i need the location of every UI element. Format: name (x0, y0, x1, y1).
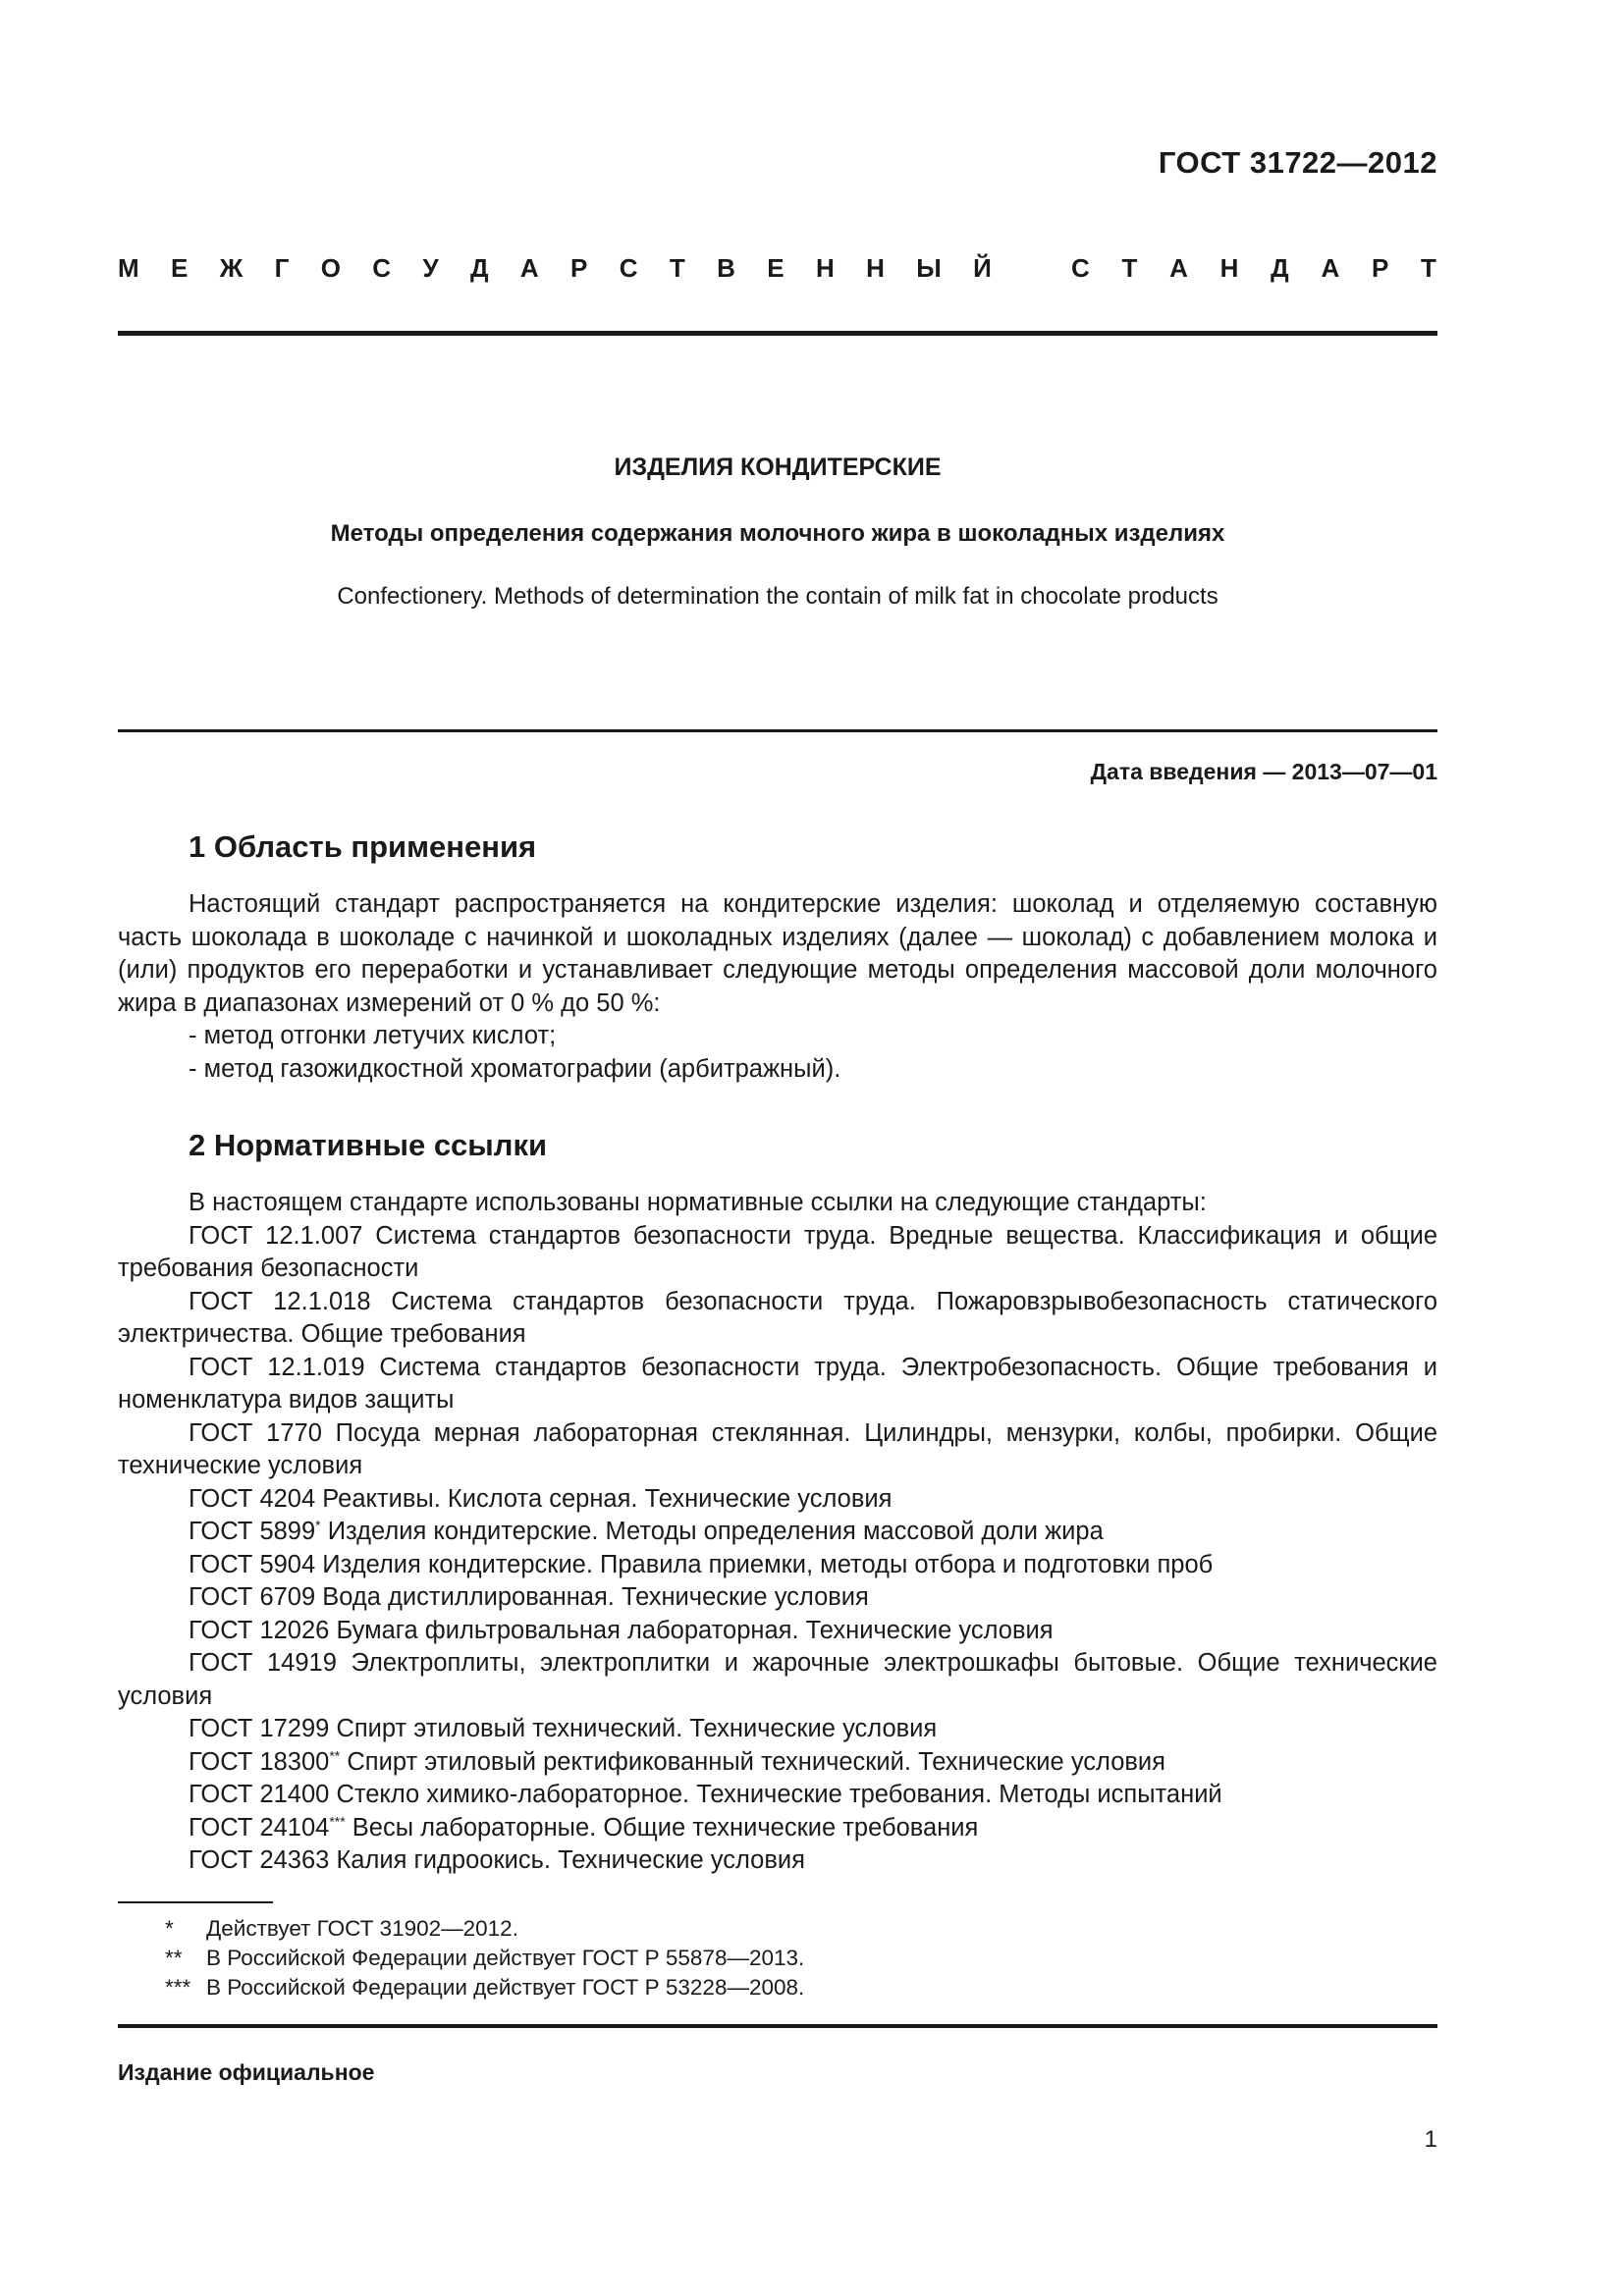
normative-reference (118, 1746, 1437, 1780)
banner-letter: Ж (219, 253, 244, 283)
normative-reference (118, 1286, 1437, 1352)
reference-title: Спирт этиловый ректификованный технический. Технические условия (340, 1747, 1165, 1776)
normative-reference (118, 1779, 1437, 1812)
reference-title: Калия гидроокись. Технические условия (329, 1846, 805, 1874)
reference-code: ГОСТ 21400 (189, 1781, 330, 1808)
normative-reference (118, 1483, 1437, 1517)
reference-title: Система стандартов безопасности труда. Вредные вещества. Классификация и общие требования безопасности (118, 1221, 1438, 1282)
normative-reference (118, 1516, 1437, 1549)
banner-letter: А (1169, 253, 1188, 283)
footnote-mark: *** (165, 1975, 191, 2000)
footnote-marker: *** (329, 1813, 346, 1829)
normative-reference (118, 1812, 1437, 1845)
reference-code: ГОСТ 12.1.018 (189, 1287, 371, 1315)
reference-code: ГОСТ 1770 (189, 1418, 322, 1447)
banner-letter: Г (274, 253, 290, 283)
section-1-body (118, 888, 1437, 1086)
banner-letter: М (118, 253, 139, 283)
banner-letter: О (320, 253, 341, 283)
footnote-mark: ** (165, 1946, 183, 1970)
section-2-body (118, 1187, 1437, 1878)
reference-title: Спирт этиловый технический. Технические условия (329, 1715, 938, 1742)
footnote-marker: ** (329, 1747, 341, 1763)
banner-letter: Н (1219, 253, 1239, 283)
document-title-english: Confectionery. Methods of determination the contain of milk fat in chocolate products (337, 583, 1218, 610)
reference-code: ГОСТ 12.1.007 (189, 1221, 363, 1250)
normative-reference (118, 1417, 1437, 1483)
official-edition-label: Издание официальное (118, 2059, 375, 2085)
reference-title: Вода дистиллированная. Технические условия (315, 1583, 869, 1611)
banner-letter: Д (469, 253, 489, 283)
reference-title: Изделия кондитерские. Методы определения массовой доли жира (320, 1518, 1104, 1545)
normative-reference (118, 1615, 1437, 1648)
page-number: 1 (1424, 2126, 1437, 2153)
reference-code: ГОСТ 4204 (189, 1484, 316, 1513)
banner-letter: Р (570, 253, 588, 283)
document-title: ИЗДЕЛИЯ КОНДИТЕРСКИЕ (614, 454, 942, 481)
normative-reference (118, 1581, 1437, 1615)
reference-title: Электроплиты, электроплитки и жарочные электрошкафы бытовые. Общие технические условия (118, 1649, 1437, 1710)
method-item: - метод газожидкостной хроматографии (арбитражный). (189, 1054, 841, 1083)
header-rule (118, 331, 1437, 336)
banner-letter: У (422, 253, 439, 283)
title-rule (118, 729, 1437, 732)
normative-reference (118, 1713, 1437, 1746)
banner-letter: Е (767, 253, 785, 283)
section-2-heading: 2 Нормативные ссылки (189, 1128, 548, 1162)
banner-letter: С (619, 253, 638, 283)
banner-word-standard (1071, 253, 1436, 284)
banner-letter: Т (669, 253, 685, 283)
banner-letter: Й (973, 253, 992, 283)
footer-rule (118, 2024, 1437, 2028)
footnote-text: В Российской Федерации действует ГОСТ Р 53228—2008. (206, 1975, 805, 2000)
footnote (165, 1944, 1343, 1973)
banner-letter: А (519, 253, 539, 283)
banner-letter: А (1321, 253, 1340, 283)
normative-reference (118, 1352, 1437, 1417)
reference-title: Реактивы. Кислота серная. Технические условия (315, 1484, 893, 1513)
document-subtitle: Методы определения содержания молочного жира в шоколадных изделиях (330, 520, 1225, 547)
footnote-mark: * (165, 1916, 174, 1941)
reference-title: Бумага фильтровальная лабораторная. Технические условия (329, 1616, 1054, 1644)
reference-code: ГОСТ 24104 (189, 1813, 330, 1842)
banner-letter: Ы (916, 253, 942, 283)
reference-code: ГОСТ 18300 (189, 1747, 330, 1776)
reference-code: ГОСТ 12026 (189, 1616, 330, 1644)
reference-title: Весы лабораторные. Общие технические требования (345, 1813, 979, 1842)
reference-code: ГОСТ 12.1.019 (189, 1353, 365, 1381)
footnote-text: В Российской Федерации действует ГОСТ Р 55878—2013. (206, 1946, 805, 1970)
reference-title: Стекло химико-лабораторное. Технические требования. Методы испытаний (329, 1781, 1222, 1808)
footnote-text: Действует ГОСТ 31902—2012. (206, 1916, 518, 1941)
interstate-standard-banner (118, 253, 1436, 284)
section-2-intro: В настоящем стандарте использованы нормативные ссылки на следующие стандарты: (189, 1189, 1207, 1216)
banner-letter: С (372, 253, 392, 283)
banner-letter: Р (1371, 253, 1389, 283)
reference-title: Посуда мерная лабораторная стеклянная. Цилиндры, мензурки, колбы, пробирки. Общие технические условия (118, 1418, 1438, 1479)
banner-word-interstate (118, 253, 992, 284)
banner-letter: В (717, 253, 735, 283)
normative-reference (118, 1647, 1437, 1713)
method-item: - метод отгонки летучих кислот; (189, 1022, 557, 1049)
footnote-marker: * (315, 1517, 321, 1533)
section-1-heading: 1 Область применения (189, 829, 537, 864)
normative-reference (118, 1220, 1437, 1286)
banner-letter: С (1071, 253, 1090, 283)
reference-code: ГОСТ 6709 (189, 1583, 316, 1611)
footnotes (165, 1914, 1343, 2002)
reference-code: ГОСТ 14919 (189, 1649, 337, 1677)
section-1-paragraph: Настоящий стандарт распространяется на кондитерские изделия: шоколад и отделяемую составную часть шоколада в шоколаде с начинкой и шоколадных изделиях (далее — шоколад) с добавлением молока и (или) продуктов его переработки и устанавливает следующие методы определения массовой доли молочного жира в диапазонах измерений от 0 % до 50 %: (118, 890, 1437, 1017)
reference-title: Система стандартов безопасности труда. Электробезопасность. Общие требования и номенклатура видов защиты (118, 1353, 1437, 1414)
introduction-date: Дата введения — 2013—07—01 (1090, 759, 1437, 784)
banner-letter: Д (1271, 253, 1289, 283)
reference-code: ГОСТ 17299 (189, 1715, 330, 1742)
footnote (165, 1973, 1343, 2002)
banner-letter: Е (171, 253, 189, 283)
reference-code: ГОСТ 5899 (189, 1518, 316, 1545)
banner-letter: Т (1121, 253, 1138, 283)
reference-code: ГОСТ 24363 (189, 1846, 330, 1874)
reference-code: ГОСТ 5904 (189, 1550, 316, 1578)
normative-reference (118, 1844, 1437, 1878)
normative-reference (118, 1549, 1437, 1582)
document-number: ГОСТ 31722—2012 (1158, 145, 1437, 180)
banner-letter: Н (866, 253, 885, 283)
reference-title: Изделия кондитерские. Правила приемки, методы отбора и подготовки проб (315, 1550, 1214, 1578)
reference-title: Система стандартов безопасности труда. Пожаровзрывобезопасность статического электричества. Общие требования (118, 1287, 1438, 1348)
banner-letter: Н (815, 253, 835, 283)
banner-letter: Т (1421, 253, 1436, 283)
footnote (165, 1914, 1343, 1944)
footnote-rule (118, 1901, 273, 1903)
